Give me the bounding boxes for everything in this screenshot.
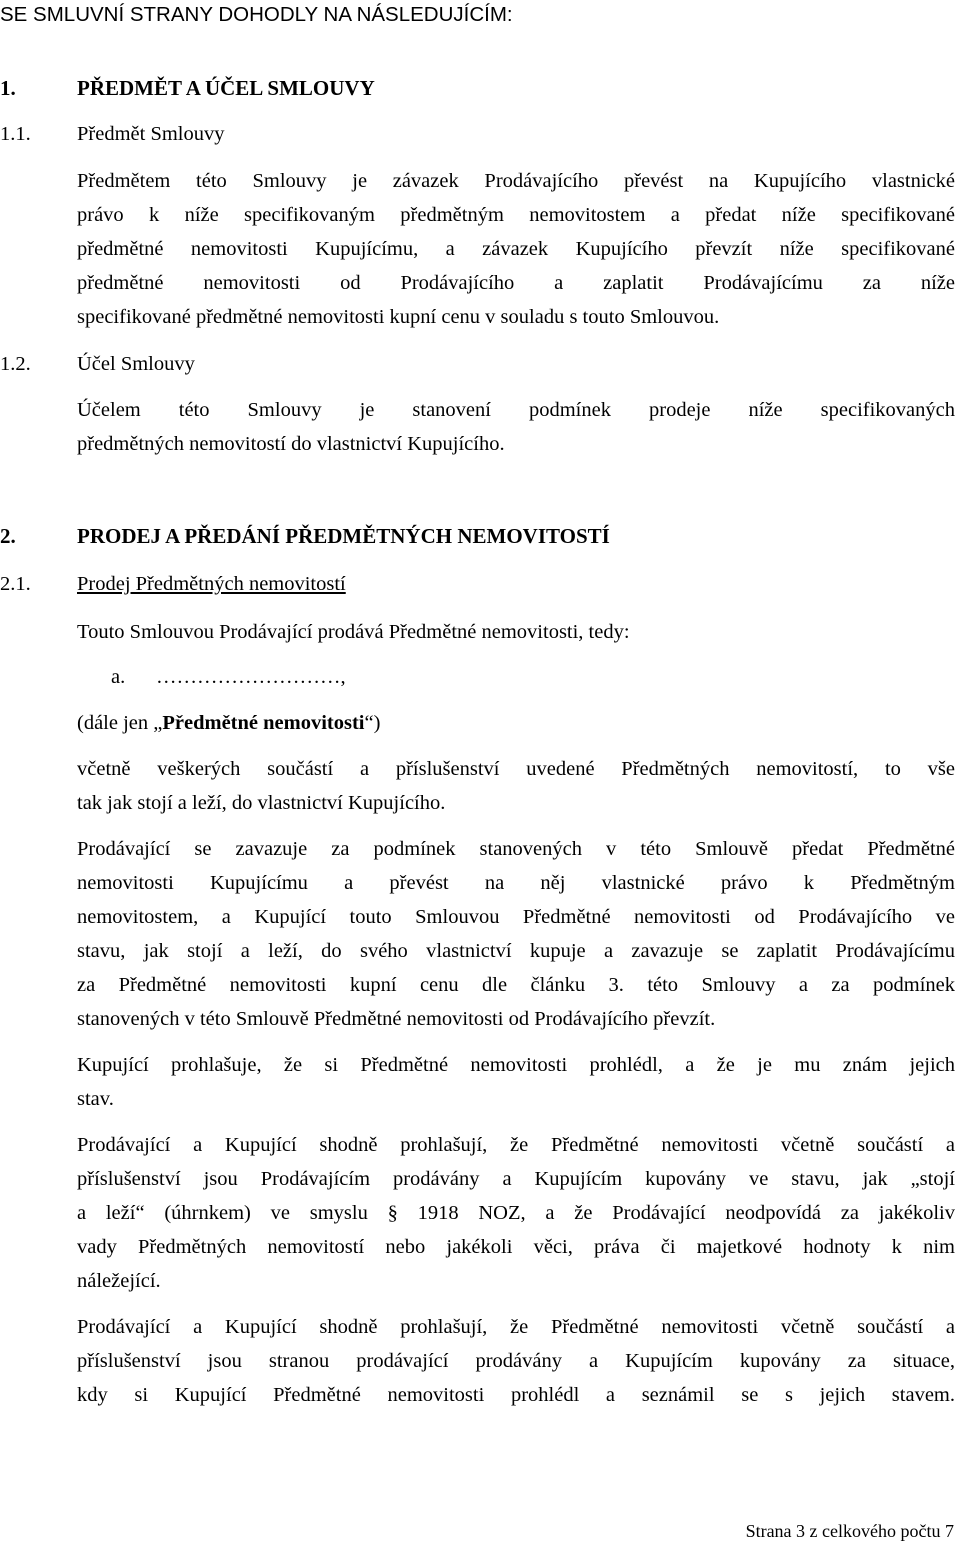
paragraph-line: předmětné nemovitosti Kupujícímu, a závazek Kupujícího převzít níže specifikované: [77, 238, 955, 260]
section-1-number: 1.: [0, 76, 16, 100]
paragraph-line: předmětných nemovitostí do vlastnictví Kupujícího.: [77, 433, 505, 455]
paragraph-line: kdy si Kupující Předmětné nemovitosti prohlédl a seznámil se s jejich stavem.: [77, 1384, 955, 1406]
paragraph-line: stanovených v této Smlouvě Předmětné nemovitosti od Prodávajícího převzít.: [77, 1008, 716, 1030]
section-2-1-number: 2.1.: [0, 573, 31, 595]
paragraph-line: Kupující prohlašuje, že si Předmětné nemovitosti prohlédl, a že je mu znám jejich: [77, 1054, 955, 1076]
paragraph-line: právo k níže specifikovaným předmětným nemovitostem a předat níže specifikované: [77, 204, 955, 226]
paragraph-line: Prodávající a Kupující shodně prohlašují, že Předmětné nemovitosti včetně součástí a: [77, 1316, 955, 1338]
paragraph-line: Touto Smlouvou Prodávající prodává Předmětné nemovitosti, tedy:: [77, 621, 630, 643]
section-1-1-title: Předmět Smlouvy: [77, 123, 225, 145]
paragraph-line: příslušenství jsou stranou prodávající prodávány a Kupujícím kupovány za situace,: [77, 1350, 955, 1372]
paragraph-line: za Předmětné nemovitosti kupní cenu dle článku 3. této Smlouvy a za podmínek: [77, 974, 955, 996]
paragraph-line: vady Předmětných nemovitostí nebo jakékoli věci, práva či majetkové hodnoty k nim: [77, 1236, 955, 1258]
paragraph-line: specifikované předmětné nemovitosti kupní cenu v souladu s touto Smlouvou.: [77, 306, 720, 328]
placeholder-dots: ………………………: [156, 666, 341, 688]
section-2-title: PRODEJ A PŘEDÁNÍ PŘEDMĚTNÝCH NEMOVITOSTÍ: [77, 524, 610, 548]
paragraph-line: stav.: [77, 1088, 114, 1110]
defined-suffix: “): [364, 712, 381, 734]
section-2-1-title: Prodej Předmětných nemovitostí: [77, 573, 346, 595]
placeholder-comma: ,: [340, 666, 346, 688]
paragraph-line: náležející.: [77, 1270, 161, 1292]
section-1-title: PŘEDMĚT A ÚČEL SMLOUVY: [77, 76, 375, 100]
paragraph-line: Prodávající se zavazuje za podmínek stanovených v této Smlouvě předat Předmětné: [77, 838, 955, 860]
paragraph-line: Účelem této Smlouvy je stanovení podmínek prodeje níže specifikovaných: [77, 399, 955, 421]
intro-heading: SE SMLUVNÍ STRANY DOHODLY NA NÁSLEDUJÍCÍM:: [0, 3, 513, 26]
defined-term: Předmětné nemovitosti: [162, 712, 365, 734]
defined-term-line: [77, 706, 380, 740]
list-item-placeholder: [156, 660, 346, 694]
paragraph-line: příslušenství jsou Prodávajícím prodávány a Kupujícím kupovány ve stavu, jak „stojí: [77, 1168, 955, 1190]
paragraph-line: Prodávající a Kupující shodně prohlašují, že Předmětné nemovitosti včetně součástí a: [77, 1134, 955, 1156]
paragraph-line: tak jak stojí a leží, do vlastnictví Kupujícího.: [77, 792, 446, 814]
list-item-letter: a.: [111, 666, 126, 688]
paragraph-line: nemovitostem, a Kupující touto Smlouvou Předmětné nemovitosti od Prodávajícího ve: [77, 906, 955, 928]
page-number-footer: Strana 3 z celkového počtu 7: [745, 1521, 954, 1541]
section-2-number: 2.: [0, 524, 16, 548]
defined-prefix: (dále jen „: [77, 712, 163, 734]
paragraph-line: Předmětem této Smlouvy je závazek Prodávajícího převést na Kupujícího vlastnické: [77, 170, 955, 192]
section-1-1-number: 1.1.: [0, 123, 31, 145]
paragraph-line: předmětné nemovitosti od Prodávajícího a zaplatit Prodávajícímu za níže: [77, 272, 955, 294]
paragraph-line: nemovitosti Kupujícímu a převést na něj vlastnické právo k Předmětným: [77, 872, 955, 894]
paragraph-line: stavu, jak stojí a leží, do svého vlastnictví kupuje a zavazuje se zaplatit Prodávajícímu: [77, 940, 955, 962]
section-1-2-title: Účel Smlouvy: [77, 353, 195, 375]
paragraph-line: a leží“ (úhrnkem) ve smyslu § 1918 NOZ, a že Prodávající neodpovídá za jakékoliv: [77, 1202, 955, 1224]
section-1-2-number: 1.2.: [0, 353, 31, 375]
paragraph-line: včetně veškerých součástí a příslušenství uvedené Předmětných nemovitostí, to vše: [77, 758, 955, 780]
